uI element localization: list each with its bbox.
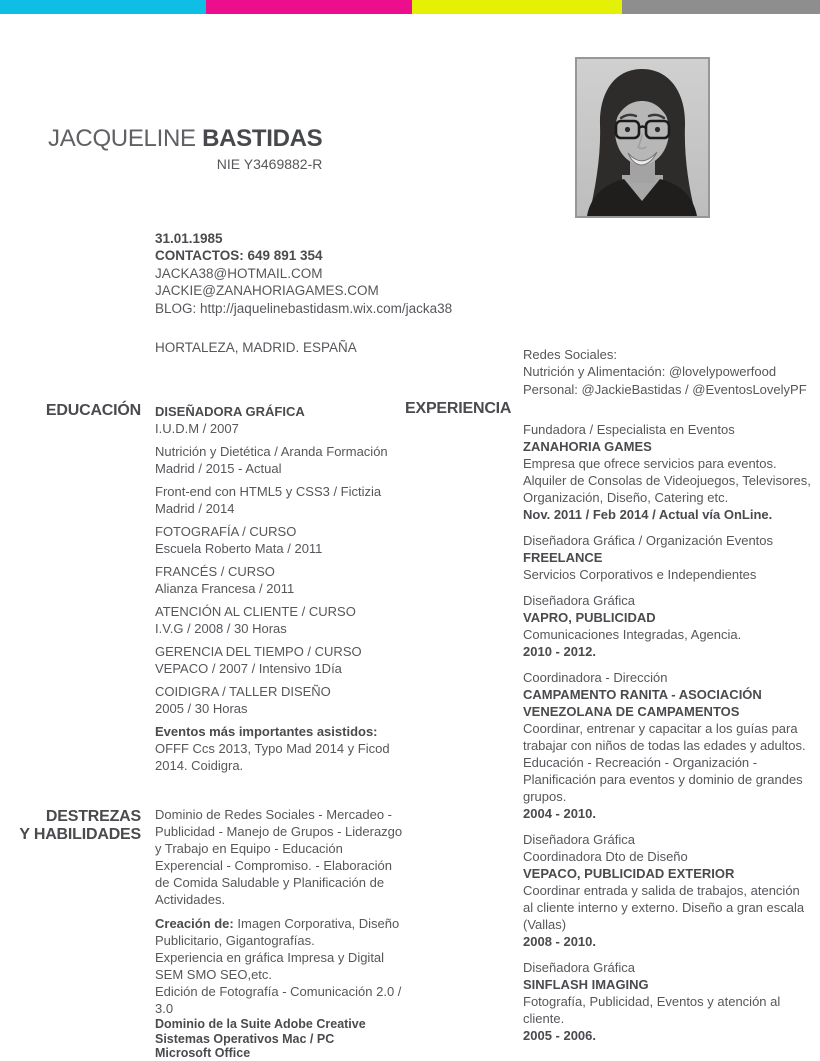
experience-company: ZANAHORIA GAMES (523, 439, 652, 454)
social-title: Redes Sociales: (523, 347, 617, 362)
education-detail: Alianza Francesa / 2011 (155, 581, 295, 596)
education-title: Eventos más importantes asistidos: (155, 724, 378, 739)
skills-creation-line (155, 915, 409, 949)
phone-line: CONTACTOS: 649 891 354 (155, 248, 323, 264)
experience-company: SINFLASH IMAGING (523, 977, 649, 992)
experience-description: Fotografía, Publicidad, Eventos y atención al cliente. (523, 994, 781, 1026)
experience-company: FREELANCE (523, 550, 603, 565)
skills-tool-os: Sistemas Operativos Mac / PC (155, 1031, 335, 1046)
education-item (155, 563, 403, 597)
experience-description: Servicios Corporativos e Independientes (523, 567, 757, 582)
experience-company: VAPRO, PUBLICIDAD (523, 610, 656, 625)
experience-item (523, 669, 812, 822)
experience-description: Comunicaciones Integradas, Agencia. (523, 627, 742, 642)
education-item (155, 603, 403, 637)
experience-description: Coordinar, entrenar y capacitar a los guías para trabajar con niños de todas las edades y adultos. Educación - Recreación - Organización - Planificación para eventos y dominio de grandes grupos. (523, 721, 806, 804)
education-title: Front-end con HTML5 y CSS3 / Fictizia (155, 484, 382, 499)
education-title: DISEÑADORA GRÁFICA (155, 404, 305, 419)
education-title: Nutrición y Dietética / Aranda Formación (155, 444, 388, 459)
education-title: FOTOGRAFÍA / CURSO (155, 524, 297, 539)
education-title: GERENCIA DEL TIEMPO / CURSO (155, 644, 362, 659)
education-list (155, 403, 403, 780)
last-name: BASTIDAS (202, 125, 323, 152)
location-line: HORTALEZA, MADRID. ESPAÑA (155, 340, 357, 355)
experience-company: CAMPAMENTO RANITA - ASOCIACIÓN VENEZOLANA DE CAMPAMENTOS (523, 687, 762, 719)
education-item (155, 643, 403, 677)
education-title: FRANCÉS / CURSO (155, 564, 275, 579)
education-item (155, 403, 403, 437)
skills-heading (10, 808, 141, 844)
skills-tools (155, 1017, 409, 1061)
experience-item (523, 421, 812, 523)
experience-dates: 2010 - 2012. (523, 644, 597, 659)
color-bar-cyan (0, 0, 206, 14)
first-name: JACQUELINE (48, 125, 196, 152)
color-bar-yellow (412, 0, 622, 14)
experience-dates: 2008 - 2010. (523, 934, 597, 949)
experience-role: Diseñadora Gráfica (523, 832, 635, 847)
full-name (48, 125, 322, 153)
experience-role: Diseñadora Gráfica (523, 960, 635, 975)
social-block (523, 346, 815, 398)
nie-number: NIE Y3469882-R (216, 156, 323, 172)
color-bar-gray (622, 0, 820, 14)
experience-role: Diseñadora Gráfica (523, 593, 635, 608)
experience-item (523, 959, 812, 1044)
email-primary: JACKA38@HOTMAIL.COM (155, 265, 323, 281)
experience-list (523, 421, 812, 1053)
blog-url: http://jaquelinebastidasm.wix.com/jacka38 (200, 300, 453, 316)
experience-description: Coordinar entrada y salida de trabajos, atención al cliente interno y externo. Diseño a gran escala (Vallas) (523, 883, 805, 932)
skills-photo-line: Edición de Fotografía - Comunicación 2.0 / 3.0 (155, 984, 402, 1016)
experience-dates: 2005 - 2006. (523, 1028, 597, 1043)
birthdate: 31.01.1985 (155, 231, 223, 246)
social-personal-handles: Personal: @JackieBastidas / @EventosLovelyPF (523, 381, 807, 397)
education-heading: EDUCACIÓN (45, 402, 141, 419)
education-detail: Escuela Roberto Mata / 2011 (155, 541, 323, 556)
blog-line (155, 300, 452, 317)
education-detail: OFFF Ccs 2013, Typo Mad 2014 y Ficod 2014. Coidigra. (155, 741, 390, 773)
education-title: ATENCIÓN AL CLIENTE / CURSO (155, 604, 356, 619)
experience-item (523, 592, 812, 660)
education-detail: VEPACO / 2007 / Intensivo 1Día (155, 661, 342, 676)
experience-item (523, 831, 812, 950)
skills-creation-text: Imagen Corporativa, Diseño Publicitario, Gigantografías. (155, 916, 400, 948)
skills-graphics-line: Experiencia en gráfica Impresa y Digital SEM SMO SEO,etc. (155, 950, 385, 982)
education-item (155, 443, 403, 477)
social-nutrition-handle: Nutrición y Alimentación: @lovelypowerfood (523, 364, 777, 380)
experience-dates: 2004 - 2010. (523, 806, 597, 821)
name-block (48, 125, 322, 172)
skills-summary: Dominio de Redes Sociales - Mercadeo - Publicidad - Manejo de Grupos - Liderazgo y Trabajo en Equipo - Educación Experencial - Compromiso. - Elaboración de Comida Saludable y Planificación de Actividades. (155, 807, 403, 907)
experience-role: Fundadora / Especialista en Eventos (523, 422, 735, 437)
experience-dates: Nov. 2011 / Feb 2014 / Actual vía OnLine. (523, 507, 773, 522)
education-item (155, 483, 403, 517)
portrait-illustration (577, 59, 708, 216)
color-bar-magenta (206, 0, 412, 14)
experience-role-secondary: Coordinadora Dto de Diseño (523, 849, 688, 864)
skills-creation-label: Creación de: (155, 916, 234, 931)
education-item (155, 523, 403, 557)
education-detail: 2005 / 30 Horas (155, 701, 248, 716)
education-item (155, 683, 403, 717)
email-secondary: JACKIE@ZANAHORIAGAMES.COM (155, 283, 379, 299)
top-color-bar (0, 0, 820, 14)
education-item (155, 723, 403, 774)
skills-block (155, 806, 409, 1061)
education-title: COIDIGRA / TALLER DISEÑO (155, 684, 331, 699)
experience-role: Coordinadora - Dirección (523, 670, 668, 685)
education-detail: Madrid / 2014 (155, 501, 235, 516)
education-detail: I.V.G / 2008 / 30 Horas (155, 621, 287, 636)
skills-detail (155, 915, 409, 1061)
skills-heading-line1: DESTREZAS (45, 808, 141, 825)
experience-role: Diseñadora Gráfica / Organización Eventos (523, 533, 774, 548)
experience-item (523, 532, 812, 583)
profile-photo (575, 57, 710, 218)
education-detail: Madrid / 2015 - Actual (155, 461, 282, 476)
skills-tool-adobe: Dominio de la Suite Adobe Creative (155, 1017, 366, 1031)
skills-tool-office: Microsoft Office (155, 1046, 251, 1060)
skills-heading-line2: Y HABILIDADES (19, 826, 141, 843)
experience-heading: EXPERIENCIA (405, 400, 512, 417)
contact-block (155, 230, 452, 317)
education-detail: I.U.D.M / 2007 (155, 421, 239, 436)
experience-description: Empresa que ofrece servicios para eventos. Alquiler de Consolas de Videojuegos, Televisores, Organización, Diseño, Catering etc. (523, 456, 811, 505)
experience-company: VEPACO, PUBLICIDAD EXTERIOR (523, 866, 735, 881)
blog-label: BLOG: (155, 300, 197, 316)
